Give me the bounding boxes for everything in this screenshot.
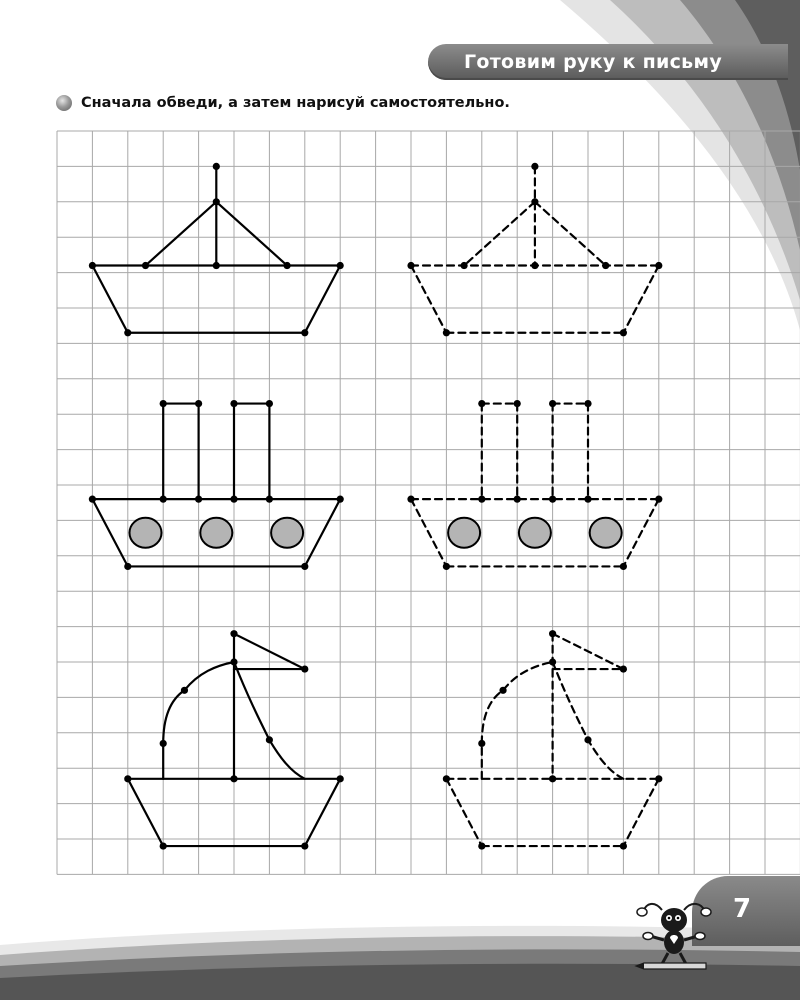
steamship-draw-dot: [443, 563, 450, 570]
steamship-draw-dot: [478, 496, 485, 503]
sailboat-trace-line: [146, 202, 217, 266]
sailboat-draw-dot: [602, 262, 609, 269]
steamship-trace-line: [305, 499, 340, 566]
sailboat-draw-line: [535, 202, 606, 266]
sailboat-draw-line: [464, 202, 535, 266]
sailboat-curved-trace-dot: [124, 775, 131, 782]
sailboat-trace-dot: [124, 329, 131, 336]
steamship-trace-dot: [301, 563, 308, 570]
steamship-draw-dot: [584, 496, 591, 503]
steamship-trace-dot: [266, 496, 273, 503]
sailboat-curved-trace-dot: [266, 736, 273, 743]
sailboat-draw-dot: [620, 329, 627, 336]
sailboat-trace-line: [305, 266, 340, 333]
steamship-trace-dot: [195, 400, 202, 407]
sailboat-trace-dot: [337, 262, 344, 269]
steamship-trace-porthole: [271, 518, 303, 548]
steamship-draw-dot: [620, 563, 627, 570]
sailboat-curved-trace-dot: [337, 775, 344, 782]
page-number: 7: [732, 894, 752, 924]
steamship-draw-line: [623, 499, 658, 566]
sailboat-curved-trace-dot: [230, 630, 237, 637]
sailboat-curved-draw-dot: [478, 842, 485, 849]
sailboat-trace-dot: [89, 262, 96, 269]
sailboat-draw-line: [623, 266, 658, 333]
sailboat-curved-trace-dot: [160, 842, 167, 849]
mascot-icon: [632, 896, 716, 976]
sailboat-draw-dot: [655, 262, 662, 269]
steamship-trace-dot: [195, 496, 202, 503]
sailboat-trace-dot: [301, 329, 308, 336]
sailboat-draw-dot: [531, 262, 538, 269]
instruction-text: Сначала обведи, а затем нарисуй самостоятельно.: [81, 95, 510, 111]
sailboat-trace-dot: [213, 163, 220, 170]
sailboat-draw-dot: [531, 163, 538, 170]
steamship-trace-dot: [160, 496, 167, 503]
sailboat-curved-draw-dot: [443, 775, 450, 782]
steamship-trace-dot: [266, 400, 273, 407]
sailboat-trace-dot: [142, 262, 149, 269]
sailboat-curved-draw-dot: [655, 775, 662, 782]
steamship-trace-dot: [89, 496, 96, 503]
steamship-draw-dot: [514, 496, 521, 503]
steamship-draw-porthole: [448, 518, 480, 548]
steamship-trace-dot: [160, 400, 167, 407]
sailboat-curved-trace-dot: [160, 740, 167, 747]
steamship-trace-dot: [230, 496, 237, 503]
sailboat-curved-draw-line: [623, 779, 658, 846]
sailboat-curved-draw-dot: [620, 842, 627, 849]
steamship-trace-porthole: [130, 518, 162, 548]
sailboat-curved-draw-dot: [584, 736, 591, 743]
sailboat-curved-draw-dot: [620, 665, 627, 672]
steamship-draw-dot: [514, 400, 521, 407]
steamship-trace-dot: [337, 496, 344, 503]
sailboat-curved-draw-dot: [549, 658, 556, 665]
steamship-trace-dot: [124, 563, 131, 570]
sailboat-trace-line: [216, 202, 287, 266]
steamship-draw-dot: [584, 400, 591, 407]
sailboat-curved-trace-dot: [301, 665, 308, 672]
sailboat-draw-dot: [407, 262, 414, 269]
sailboat-curved-trace-line: [305, 779, 340, 846]
sailboat-curved-draw-line: [446, 779, 481, 846]
sailboat-curved-draw-dot: [499, 687, 506, 694]
sailboat-draw-dot: [531, 198, 538, 205]
sailboat-curved-trace-dot: [181, 687, 188, 694]
steamship-trace-dot: [230, 400, 237, 407]
steamship-draw-dot: [655, 496, 662, 503]
steamship-draw-porthole: [590, 518, 622, 548]
sailboat-trace-dot: [284, 262, 291, 269]
sailboat-draw-line: [411, 266, 446, 333]
sailboat-trace-dot: [213, 262, 220, 269]
sailboat-curved-trace-dot: [230, 658, 237, 665]
steamship-draw-dot: [549, 400, 556, 407]
steamship-draw-dot: [549, 496, 556, 503]
steamship-draw-line: [411, 499, 446, 566]
steamship-draw-dot: [407, 496, 414, 503]
page-title: Готовим руку к письму: [463, 51, 723, 73]
sailboat-curved-draw-dot: [549, 775, 556, 782]
steamship-trace-porthole: [200, 518, 232, 548]
steamship-draw-porthole: [519, 518, 551, 548]
sailboat-curved-draw-dot: [549, 630, 556, 637]
sailboat-draw-dot: [461, 262, 468, 269]
sailboat-curved-trace-line: [128, 779, 163, 846]
steamship-draw-dot: [478, 400, 485, 407]
sailboat-draw-dot: [443, 329, 450, 336]
steamship-trace-line: [92, 499, 127, 566]
sailboat-trace-line: [92, 266, 127, 333]
sailboat-trace-dot: [213, 198, 220, 205]
sailboat-curved-trace-dot: [230, 775, 237, 782]
sailboat-curved-trace-dot: [301, 842, 308, 849]
sailboat-curved-draw-dot: [478, 740, 485, 747]
